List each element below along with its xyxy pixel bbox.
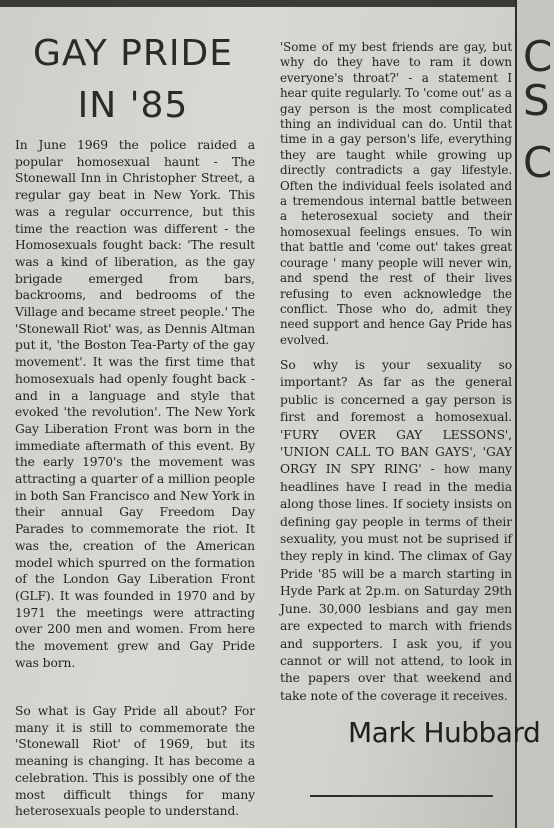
paragraph-history: In June 1969 the police raided a popular homosexual haunt - The Stonewall Inn in Christopher Street, a regular gay beat in New York. This was a regular occurrence, but this time the reaction was different - the Homosexuals fought back: 'The result was a kind of liberation, as the gay brigade emerged from bars, backrooms, and bedrooms of the Village and became street people.' The 'Stonewall Riot' was, as Dennis Altman put it, 'the Boston Tea-Party of the gay movement'. It was the first time that homosexuals had openly fought back - and in a language and style that evoked 'the revolution'. The New York Gay Liberation Front was born in the immediate aftermath of this event. By the early 1970's the movement was attracting a quarter of a million people in both San Francisco and New York in their annual Gay Freedom Day Parades to commemorate the riot. It was the, creation of the American model which spurred on the formation of the London Gay Liberation Front (GLF). It was founded in 1970 and by 1971 the meetings were attracting over 200 men and women. From here the movement grew and Gay Pride was born. [15,138,255,670]
column-1-bottom [15,703,255,820]
paragraph-coming-out: 'Some of my best friends are gay, but why do they have to ram it down everyone's throat?' - a statement I hear quite regularly. To 'come out' as a gay person is the most complicated thing an individual can do. Until that time in a gay person's life, everything they are taught while growing up directly contradicts a gay lifestyle. Often the individual feels isolated and a tremendous internal battle between a heterosexual society and their homosexual feelings ensues. To win that battle and 'come out' takes great courage ' many people will never win, and spend the rest of their lives refusing to even acknowledge the conflict. Those who do, admit they need support and hence Gay Pride has evolved. [280,40,512,347]
paragraph-what-is-pride: So what is Gay Pride all about? For many it is still to commemorate the 'Stonewall Riot' of 1969, but its meaning is changing. It has become a celebration. This is possibly one of the most difficult things for many heterosexuals people to understand. [15,704,255,819]
edge-letter-2: S [523,76,550,125]
column-2-bottom [280,357,512,705]
top-rule [0,0,515,7]
headline [10,28,256,132]
headline-line-1: GAY PRIDE [33,33,233,74]
column-1-body [15,137,255,672]
byline: Mark Hubbard [348,716,541,749]
column-2-top [280,40,512,348]
edge-letter-1: C [523,32,553,81]
edge-letter-3: C [523,138,553,187]
paragraph-sexuality: So why is your sexuality so important? As far as the general public is concerned a gay person is first and foremost a homosexual. 'FURY OVER GAY LESSONS', 'UNION CALL TO BAN GAYS', 'GAY ORGY IN SPY RING' - how many headlines have I read in the media along those lines. If society insists on defining gay people in terms of their sexuality, you must not be suprised if they reply in kind. The climax of Gay Pride '85 will be a march starting in Hyde Park at 2p.m. on Saturday 29th June. 30,000 lesbians and gay men are expected to march with friends and supporters. I ask you, if you cannot or will not attend, to look in the papers over that weekend and take note of the coverage it receives. [280,358,512,703]
end-rule [310,795,493,797]
headline-line-2: IN '85 [77,85,189,126]
